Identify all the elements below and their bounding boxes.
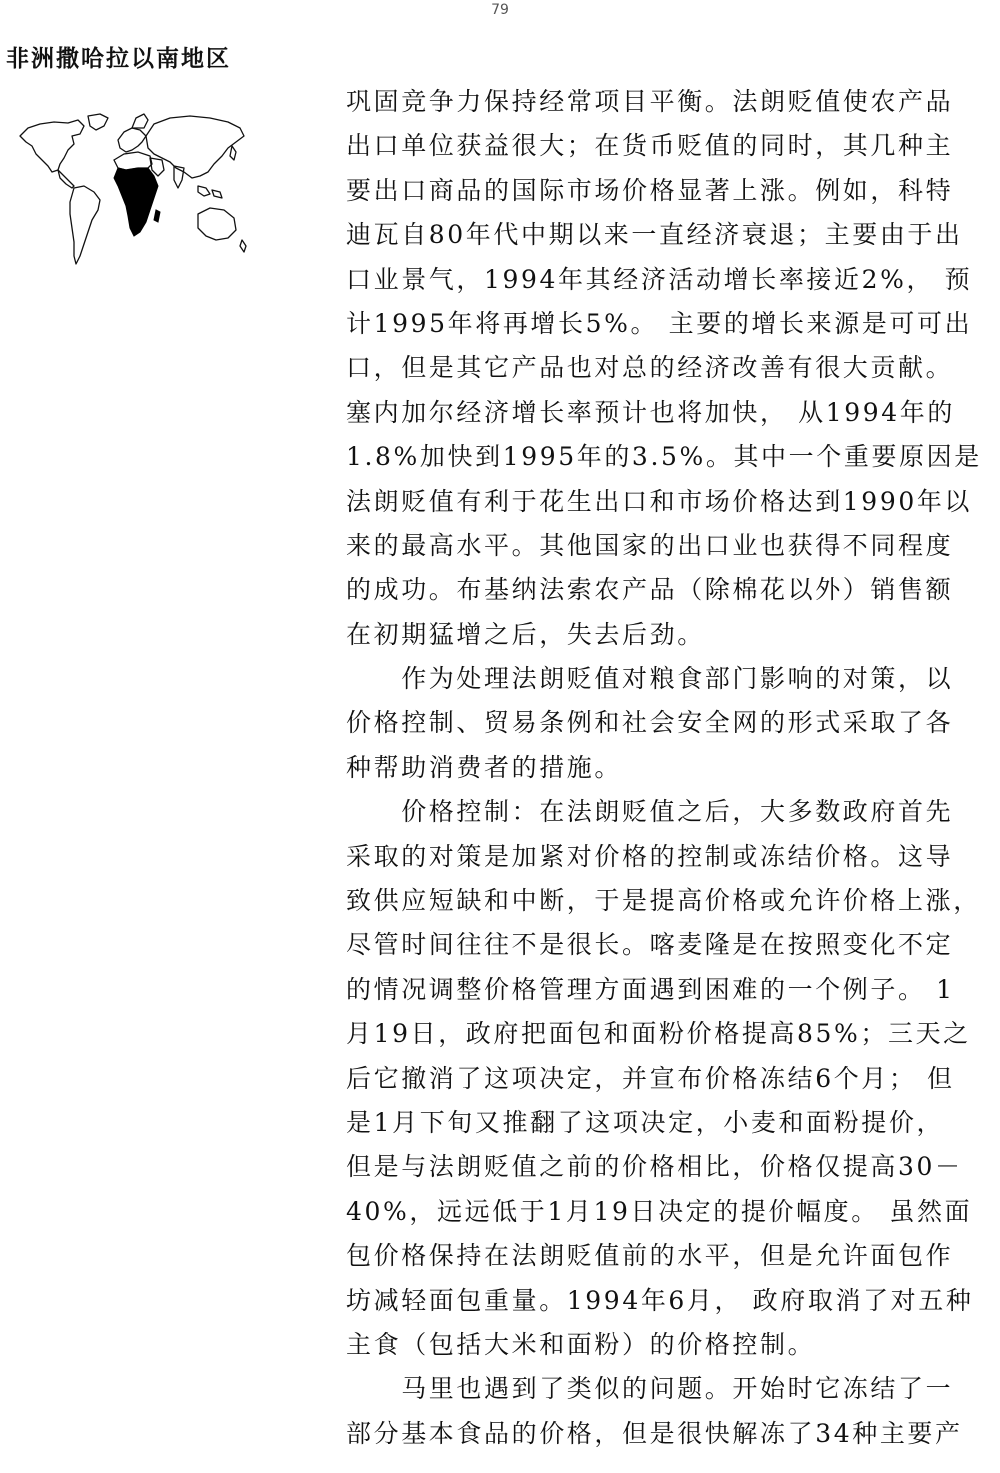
text-line: 出口单位获益很大；在货币贬值的同时，其几种主: [346, 131, 954, 161]
text-line: 但是与法朗贬值之前的价格相比，价格仅提高30－: [346, 1152, 963, 1182]
text-line: 40%，远远低于1月19日决定的提价幅度。 虽然面: [346, 1196, 973, 1226]
world-map-figure: [14, 106, 254, 276]
text-line: 1.8%加快到1995年的3.5%。其中一个重要原因是: [346, 442, 982, 472]
paragraph-price-controls: [346, 790, 981, 1367]
text-line: 是1月下旬又推翻了这项决定，小麦和面粉提价，: [346, 1107, 945, 1137]
text-line: 月19日，政府把面包和面粉价格提高85%；三天之: [346, 1019, 971, 1049]
world-map-highlighting-sub-saharan-africa-icon: [14, 106, 254, 276]
text-line: 来的最高水平。其他国家的出口业也获得不同程度: [346, 530, 954, 560]
region-heading: 非洲撒哈拉以南地区: [6, 46, 231, 72]
text-line: 作为处理法朗贬值对粮食部门影响的对策，以: [346, 664, 954, 694]
text-line: 包价格保持在法朗贬值前的水平，但是允许面包作: [346, 1241, 954, 1271]
text-line: 的情况调整价格管理方面遇到困难的一个例子。 1: [346, 974, 955, 1004]
paragraph-devaluation-exports: [346, 80, 982, 657]
text-line: 口，但是其它产品也对总的经济改善有很大贡献。: [346, 353, 954, 383]
paragraph-consumer-measures: [346, 657, 974, 790]
text-line: 后它撤消了这项决定，并宣布价格冻结6个月； 但: [346, 1063, 955, 1093]
text-line: 巩固竞争力保持经常项目平衡。法朗贬值使农产品: [346, 87, 954, 116]
text-line: 价格控制、贸易条例和社会安全网的形式采取了各: [346, 708, 954, 738]
text-line: 采取的对策是加紧对价格的控制或冻结价格。这导: [346, 841, 954, 871]
text-line: 在初期猛增之后，失去后劲。: [346, 619, 705, 649]
text-line: 迪瓦自80年代中期以来一直经济衰退；主要由于出: [346, 220, 963, 250]
text-line: 计1995年将再增长5%。 主要的增长来源是可可出: [346, 308, 973, 338]
text-line: 主食（包括大米和面粉）的价格控制。: [346, 1329, 816, 1359]
text-line: 部分基本食品的价格，但是很快解冻了34种主要产: [346, 1418, 963, 1448]
page-number: 79: [491, 2, 509, 18]
text-line: 要出口商品的国际市场价格显著上涨。例如，科特: [346, 175, 954, 205]
text-line: 尽管时间往往不是很长。喀麦隆是在按照变化不定: [346, 930, 954, 960]
body-text: [346, 80, 982, 1456]
text-line: 马里也遇到了类似的问题。开始时它冻结了一: [346, 1374, 954, 1404]
text-line: 致供应短缺和中断，于是提高价格或允许价格上涨，: [346, 886, 981, 916]
text-line: 的成功。布基纳法索农产品（除棉花以外）销售额: [346, 575, 954, 605]
paragraph-mali: [346, 1367, 974, 1456]
text-line: 口业景气，1994年其经济活动增长率接近2%， 预: [346, 264, 973, 294]
text-line: 种帮助消费者的措施。: [346, 752, 623, 782]
text-line: 价格控制：在法朗贬值之后，大多数政府首先: [346, 797, 954, 827]
text-line: 塞内加尔经济增长率预计也将加快， 从1994年的: [346, 397, 955, 427]
text-line: 坊减轻面包重量。1994年6月， 政府取消了对五种: [346, 1285, 974, 1315]
text-line: 法朗贬值有利于花生出口和市场价格达到1990年以: [346, 486, 973, 516]
